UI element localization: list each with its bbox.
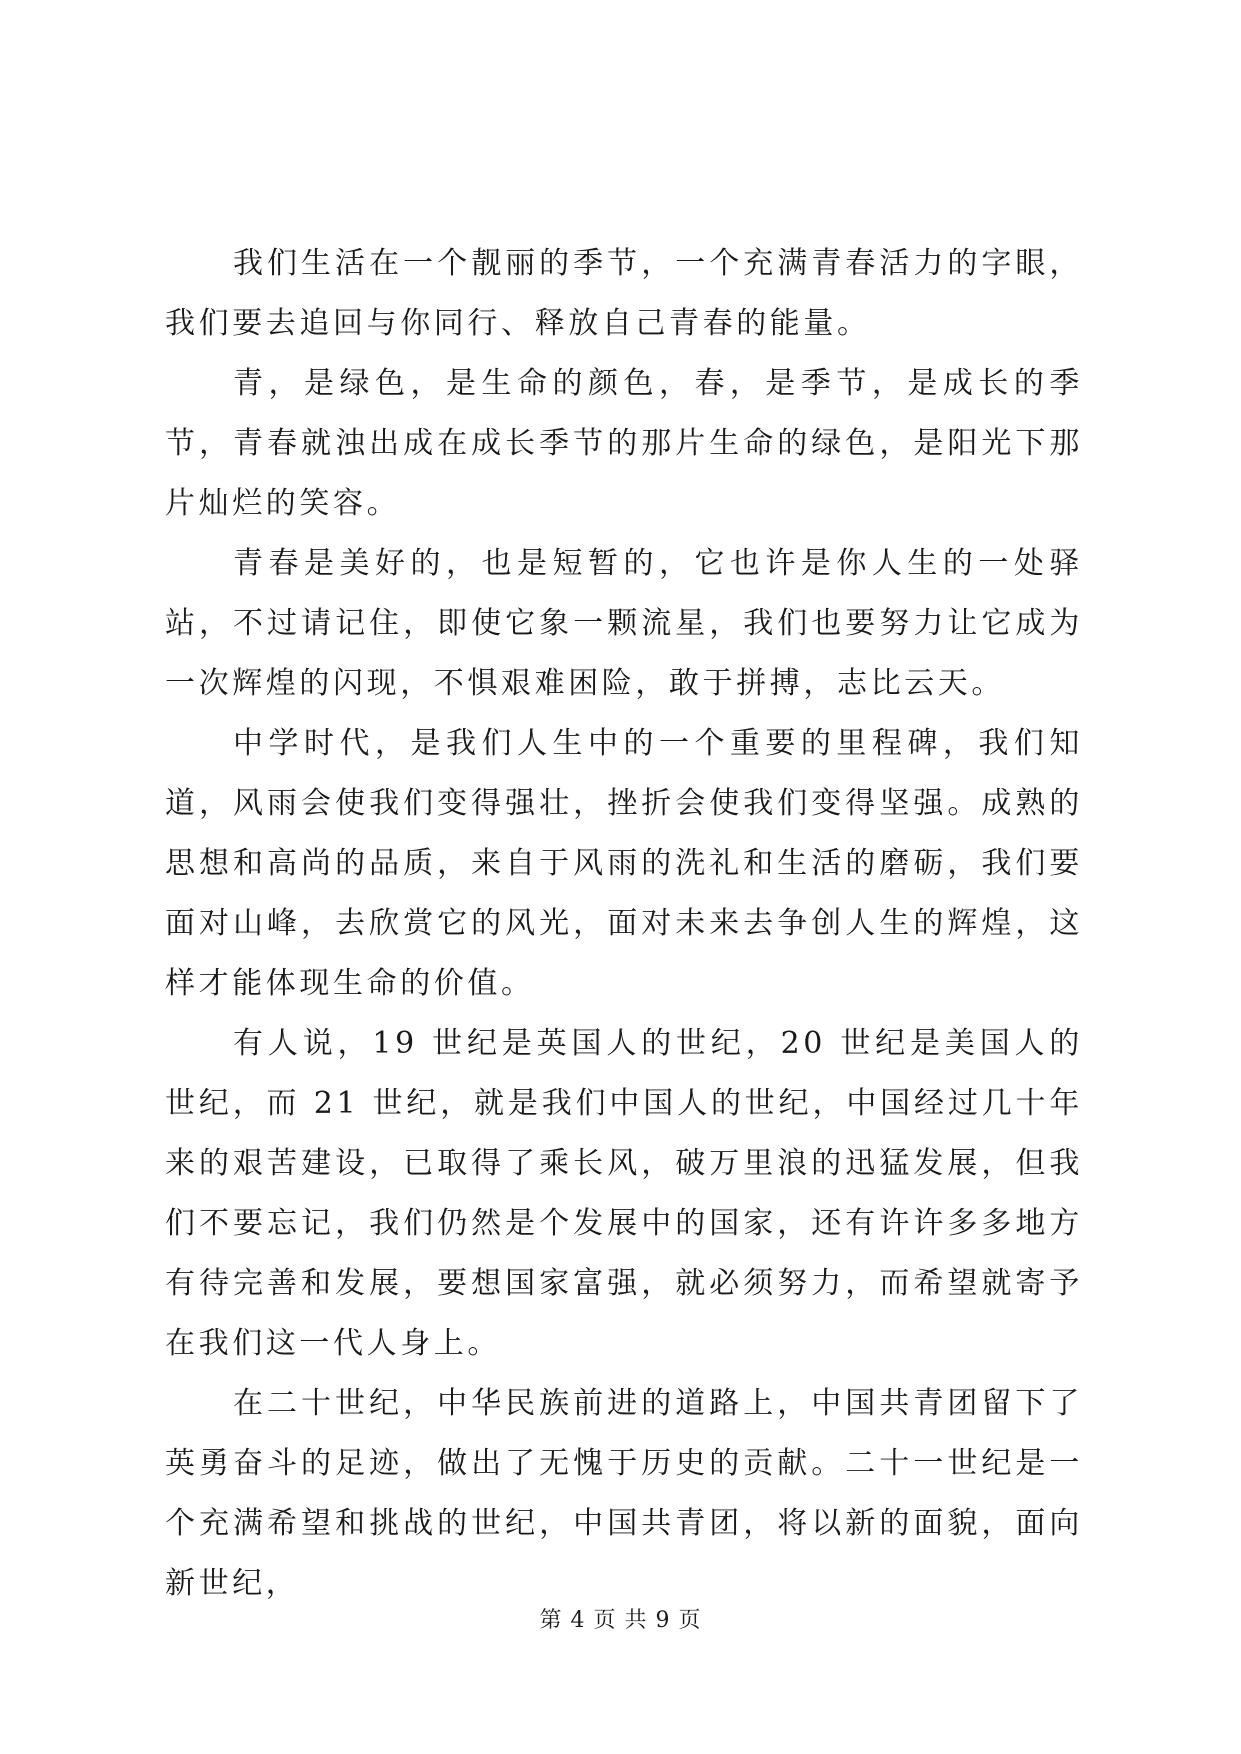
paragraph: 有人说，19 世纪是英国人的世纪，20 世纪是美国人的世纪，而 21 世纪，就是我们中国人的世纪，中国经过几十年来的艰苦建设，已取得了乘长风，破万里浪的迅猛发展，但我们不要忘记，我们仍然是个发展中的国家，还有许许多多地方有待完善和发展，要想国家富强，就必须努力，而希望就寄予在我们这一代人身上。 (165, 1026, 1083, 1361)
paragraph: 青春是美好的，也是短暂的，它也许是你人生的一处驿站，不过请记住，即使它象一颗流星，我们也要努力让它成为一次辉煌的闪现，不惧艰难困险，敢于拼搏，志比云天。 (165, 546, 1083, 701)
document-body (165, 234, 1083, 1614)
paragraph: 在二十世纪，中华民族前进的道路上，中国共青团留下了英勇奋斗的足迹，做出了无愧于历史的贡献。二十一世纪是一个充满希望和挑战的世纪，中国共青团，将以新的面貌，面向新世纪， (165, 1386, 1083, 1601)
paragraph: 我们生活在一个靓丽的季节，一个充满青春活力的字眼，我们要去追回与你同行、释放自己青春的能量。 (165, 246, 1083, 341)
paragraph: 中学时代，是我们人生中的一个重要的里程碑，我们知道，风雨会使我们变得强壮，挫折会使我们变得坚强。成熟的思想和高尚的品质，来自于风雨的洗礼和生活的磨砺，我们要面对山峰，去欣赏它的风光，面对未来去争创人生的辉煌，这样才能体现生命的价值。 (165, 726, 1083, 1001)
page-footer: 第 4 页 共 9 页 (539, 1608, 702, 1633)
paragraph: 青，是绿色，是生命的颜色，春，是季节，是成长的季节，青春就浊出成在成长季节的那片生命的绿色，是阳光下那片灿烂的笑容。 (165, 366, 1083, 521)
